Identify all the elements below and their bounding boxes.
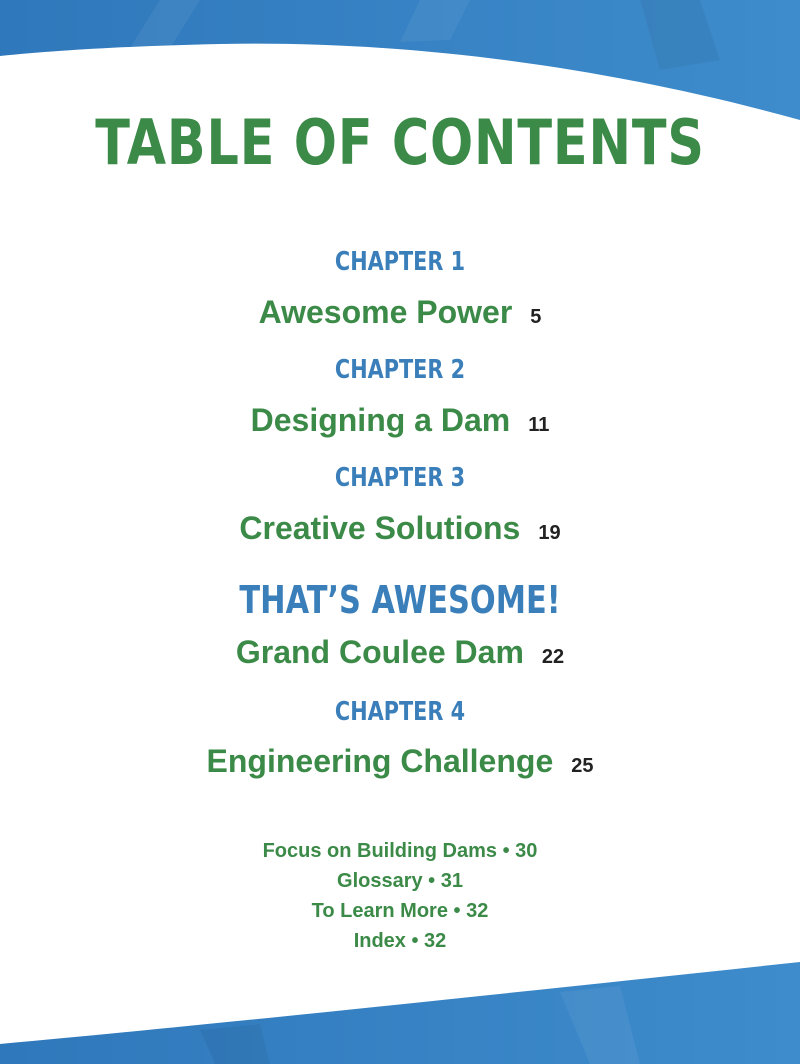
back-matter-list (0, 836, 800, 956)
entry-title: Engineering Challenge (206, 743, 554, 779)
entry-page-number: 22 (541, 646, 565, 668)
chapter-label: CHAPTER 1 (334, 247, 466, 277)
toc-heading: TABLE OF CONTENTS (95, 106, 705, 179)
toc-entry[interactable] (0, 745, 800, 777)
toc-entry[interactable] (0, 296, 800, 328)
back-matter-item[interactable]: To Learn More • 32 (311, 900, 489, 922)
toc-entry[interactable] (0, 512, 800, 544)
chapter-label: CHAPTER 4 (334, 697, 466, 727)
feature-label: THAT’S AWESOME! (239, 578, 561, 622)
entry-page-number: 11 (528, 414, 550, 436)
entry-title: Grand Coulee Dam (235, 634, 524, 670)
toc-entry[interactable] (0, 404, 800, 436)
back-matter-item[interactable]: Glossary • 31 (337, 870, 463, 892)
entry-title: Designing a Dam (250, 402, 511, 438)
toc-entry[interactable] (0, 636, 800, 668)
chapter-label: CHAPTER 2 (334, 355, 466, 385)
entry-title: Awesome Power (258, 294, 513, 330)
entry-page-number: 5 (530, 306, 542, 328)
back-matter-item[interactable]: Index • 32 (353, 930, 447, 952)
entry-page-number: 19 (538, 522, 561, 544)
back-matter-item[interactable]: Focus on Building Dams • 30 (262, 840, 538, 862)
entry-title: Creative Solutions (239, 510, 521, 546)
entry-page-number: 25 (571, 755, 594, 777)
chapter-label: CHAPTER 3 (334, 463, 466, 493)
